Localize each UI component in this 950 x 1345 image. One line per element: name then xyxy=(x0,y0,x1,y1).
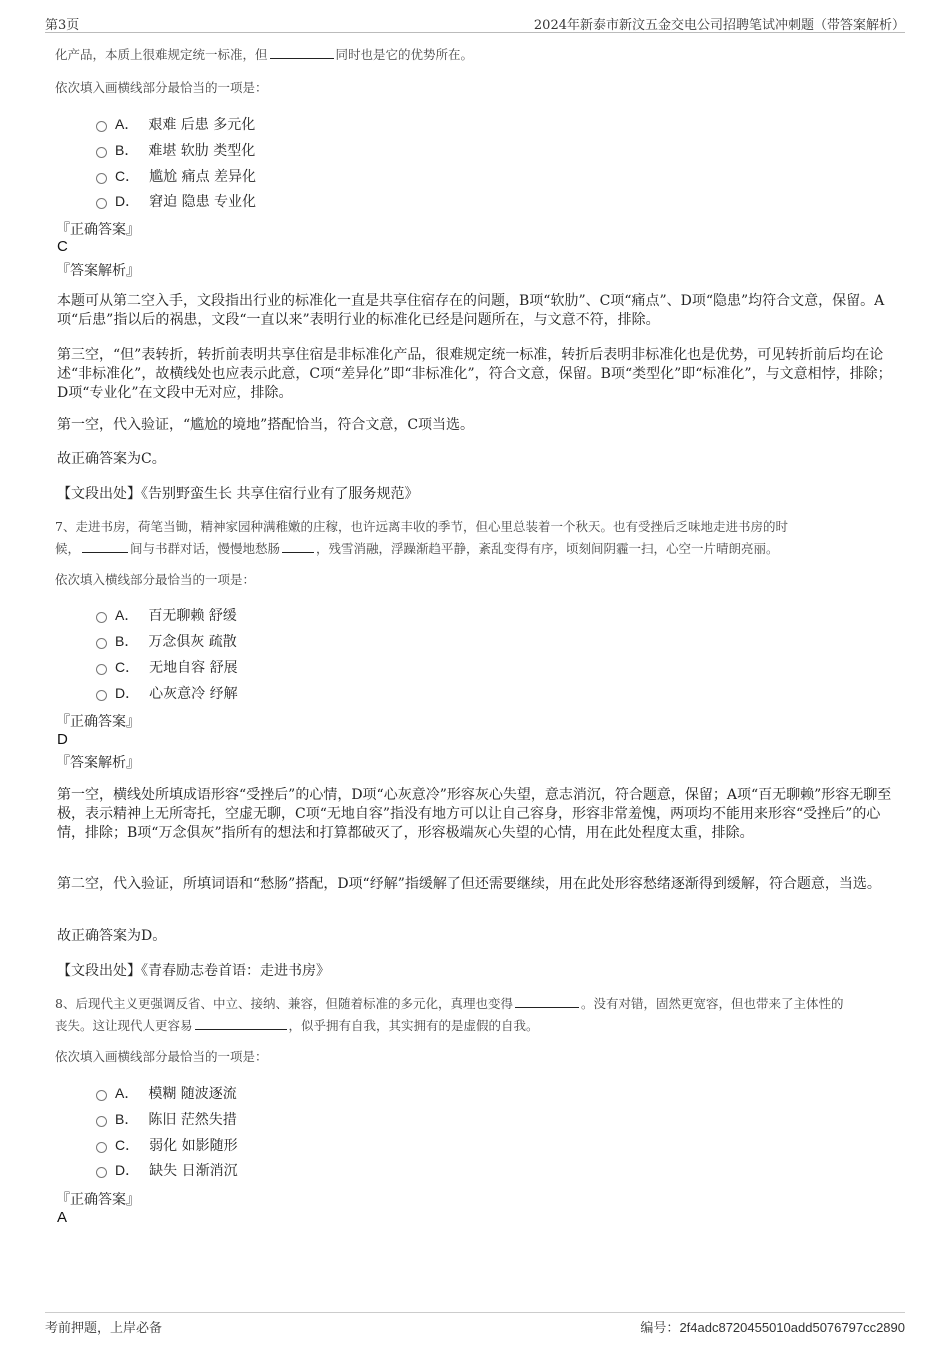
question-7-stem: 7、走进书房，荷笔当锄，精神家园种满稚嫩的庄稼，也许远离丰收的季节，但心里总装着一个秋天。也有受挫后乏味地走进书房的时 候， 间与书群对话，慢慢地愁肠 ，残雪消融，浮躁渐趋平静，紊乱变得有序，顷刻间阴霾一扫，心空一片晴朗亮丽。 xyxy=(55,519,788,556)
page-header xyxy=(45,14,905,33)
analysis-paragraph: 故正确答案为D。 xyxy=(57,928,167,944)
option-a[interactable]: A． 百无聊赖 舒缓 xyxy=(96,604,237,626)
document-title: 2024年新泰市新汶五金交电公司招聘笔试冲刺题（带答案解析） xyxy=(533,18,905,33)
analysis-label: 『答案解析』 xyxy=(56,755,140,771)
correct-answer: D xyxy=(57,731,68,748)
analysis-paragraph: 本题可从第二空入手，文段指出行业的标准化一直是共享住宿存在的问题，B项“软肋”、C项“痛点”、D项“隐患”均符合文意，保留。A项“后患”指以后的祸患，文段“一直以来”表明行业的标准化已经是问题所在，与文意不符，排除。 xyxy=(57,293,885,328)
blank-line xyxy=(82,540,128,553)
blank-line xyxy=(282,540,314,553)
option-a[interactable]: A． 模糊 随波逐流 xyxy=(96,1082,237,1104)
analysis-label: 『答案解析』 xyxy=(56,263,140,279)
analysis-paragraph: 第一空，横线处所填成语形容“受挫后”的心情，D项“心灰意冷”形容灰心失望，意志消沉，符合题意，保留；A项“百无聊赖”形容无聊至极，表示精神上无所寄托，空虚无聊，C项“无地自容”指没有地方可以让自己容身，形容非常羞愧，两项均不能用来形容“受挫后”的心情，排除；B项“万念俱灰”指所有的想法和打算都破灭了，形容极端灰心失望的心情，用在此处程度太重，排除。 xyxy=(57,787,892,841)
option-b[interactable]: B． 万念俱灰 疏散 xyxy=(96,630,237,652)
option-d[interactable]: D． 窘迫 隐患 专业化 xyxy=(96,190,256,212)
analysis-paragraph: 第二空，代入验证，所填词语和“愁肠”搭配，D项“纾解”指缓解了但还需要继续，用在此处形容愁绪逐渐得到缓解，符合题意，当选。 xyxy=(57,876,881,892)
answer-label: 『正确答案』 xyxy=(56,714,140,730)
page-footer xyxy=(45,1312,905,1335)
question-6-tail: 化产品，本质上很难规定统一标准，但 同时也是它的优势所在。 xyxy=(55,47,474,62)
source-citation: 【文段出处】《青春励志卷首语：走进书房》 xyxy=(57,963,330,979)
radio-icon[interactable] xyxy=(96,121,107,132)
radio-icon[interactable] xyxy=(96,147,107,158)
page-number: 第3页 xyxy=(45,18,80,33)
blank-line xyxy=(195,1017,287,1030)
radio-icon[interactable] xyxy=(96,1167,107,1178)
option-c[interactable]: C． 无地自容 舒展 xyxy=(96,656,238,678)
radio-icon[interactable] xyxy=(96,1142,107,1153)
option-d[interactable]: D． 心灰意冷 纾解 xyxy=(96,682,238,704)
option-c[interactable]: C． 弱化 如影随形 xyxy=(96,1134,238,1156)
footer-slogan: 考前押题，上岸必备 xyxy=(45,1321,163,1336)
analysis-paragraph: 第一空，代入验证，“尴尬的境地”搭配恰当，符合文意，C项当选。 xyxy=(57,417,475,433)
answer-label: 『正确答案』 xyxy=(56,1192,140,1208)
correct-answer: A xyxy=(57,1209,68,1226)
analysis-paragraph: 故正确答案为C。 xyxy=(57,451,166,467)
option-a[interactable]: A． 艰难 后患 多元化 xyxy=(96,113,255,135)
option-b[interactable]: B． 难堪 软肋 类型化 xyxy=(96,139,255,161)
radio-icon[interactable] xyxy=(96,638,107,649)
radio-icon[interactable] xyxy=(96,664,107,675)
radio-icon[interactable] xyxy=(96,1090,107,1101)
blank-line xyxy=(270,46,334,59)
answer-label: 『正确答案』 xyxy=(56,222,140,238)
analysis-paragraph: 第三空，“但”表转折，转折前表明共享住宿是非标准化产品，很难规定统一标准，转折后表明非标准化也是优势，可见转折前后均在论述“非标准化”，故横线处也应表示此意，C项“差异化”即“非标准化”，符合文意，保留。B项“类型化”即“标准化”，与文意相悖，排除；D项“专业化”在文段中无对应，排除。 xyxy=(57,347,892,401)
correct-answer: C xyxy=(57,238,68,255)
question-6-prompt: 依次填入画横线部分最恰当的一项是： xyxy=(55,80,268,95)
radio-icon[interactable] xyxy=(96,690,107,701)
question-7-prompt: 依次填入横线部分最恰当的一项是： xyxy=(55,572,256,587)
blank-line xyxy=(515,995,579,1008)
radio-icon[interactable] xyxy=(96,198,107,209)
radio-icon[interactable] xyxy=(96,173,107,184)
option-b[interactable]: B． 陈旧 茫然失措 xyxy=(96,1108,237,1130)
source-citation: 【文段出处】《告别野蛮生长 共享住宿行业有了服务规范》 xyxy=(57,486,419,502)
radio-icon[interactable] xyxy=(96,1116,107,1127)
option-c[interactable]: C． 尴尬 痛点 差异化 xyxy=(96,165,256,187)
question-8-stem: 8、后现代主义更强调反省、中立、接纳、兼容，但随着标准的多元化，真理也变得 。没有对错，固然更宽容，但也带来了主体性的 丧失。这让现代人更容易 ，似乎拥有自我，其实拥有的是虚假的自我。 xyxy=(55,996,844,1033)
option-d[interactable]: D． 缺失 日渐消沉 xyxy=(96,1159,238,1181)
document-code: 编号：2f4adc8720455010add5076797cc2890 xyxy=(640,1320,905,1336)
radio-icon[interactable] xyxy=(96,612,107,623)
question-8-prompt: 依次填入画横线部分最恰当的一项是： xyxy=(55,1049,268,1064)
